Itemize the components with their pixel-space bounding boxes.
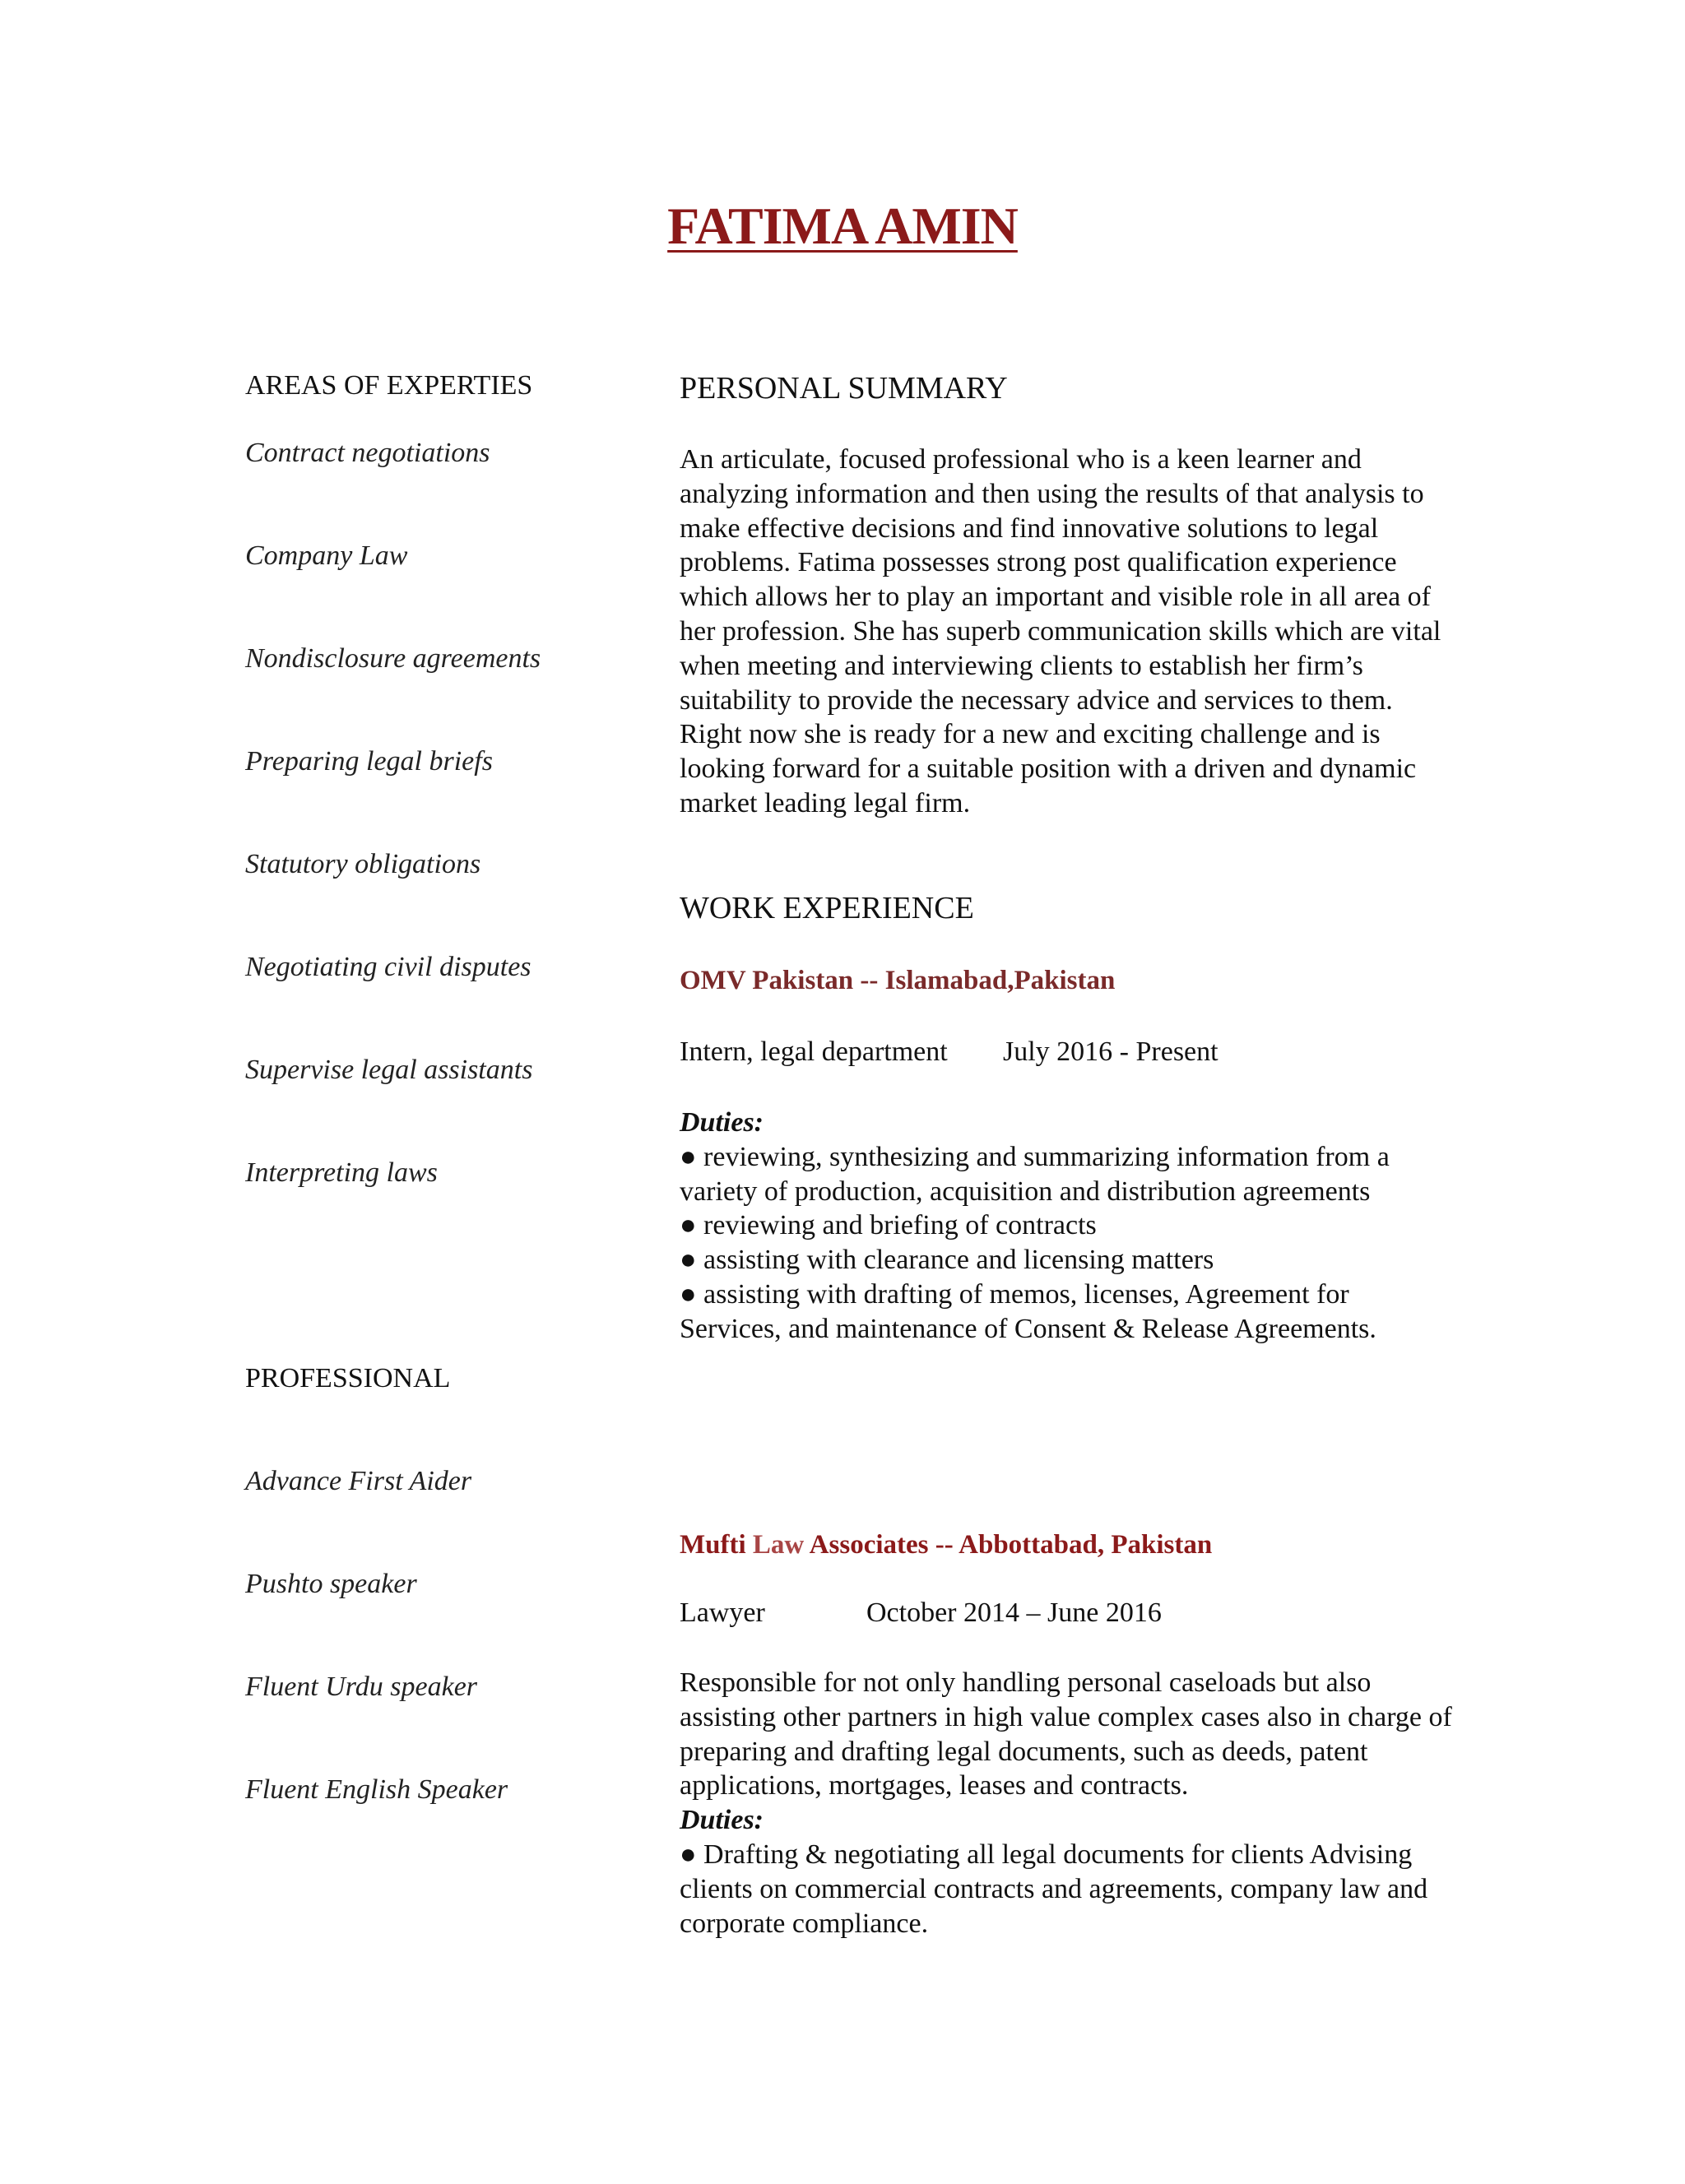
expertise-item: Supervise legal assistants — [245, 1055, 533, 1085]
duty-item: ● assisting with drafting of memos, licenses, Agreement for Services, and maintenance of Consent & Release Agreements. — [680, 1278, 1376, 1344]
expertise-item: Statutory obligations — [245, 849, 481, 879]
job-description-text: Responsible for not only handling personal caseloads but also assisting other partners in high value complex cases also in charge of preparing and drafting legal documents, such as deeds, patent applications, mortgages, leases and contracts. — [680, 1667, 1452, 1801]
job-role-line — [680, 1036, 1218, 1068]
company-name — [680, 1530, 1212, 1560]
duty-item: ● reviewing and briefing of contracts — [680, 1210, 1097, 1241]
company-name-part: Associates -- Abbottabad, Pakistan — [804, 1530, 1213, 1560]
professional-item: Fluent Urdu speaker — [245, 1672, 478, 1702]
candidate-name: FATIMA AMIN — [667, 197, 1018, 255]
personal-summary-heading: PERSONAL SUMMARY — [680, 371, 1008, 406]
professional-item: Fluent English Speaker — [245, 1774, 508, 1805]
duty-item: ● Drafting & negotiating all legal documents for clients Advising clients on commercial contracts and agreements, company law and corporate compliance. — [680, 1839, 1428, 1939]
job-dates: October 2014 – June 2016 — [866, 1597, 1162, 1628]
work-experience-heading: WORK EXPERIENCE — [680, 891, 974, 925]
professional-item: Advance First Aider — [245, 1466, 472, 1496]
job-duties — [680, 1106, 1453, 1347]
duty-item: ● assisting with clearance and licensing matters — [680, 1245, 1214, 1276]
personal-summary-text: An articulate, focused professional who is a keen learner and analyzing information and then using the results of that analysis to make effective decisions and find innovative solutions to legal problems. Fatima possesses strong post qualification experience which allows her to play an important and visible role in all area of her profession. She has superb communication skills which are vital when meeting and interviewing clients to establish her firm’s suitability to provide the necessary advice and services to them. Right now she is ready for a new and exciting challenge and is looking forward for a suitable position with a driven and dynamic market leading legal firm. — [680, 444, 1441, 818]
professional-heading: PROFESSIONAL — [245, 1363, 451, 1393]
areas-of-expertise-heading: AREAS OF EXPERTIES — [245, 370, 533, 401]
duty-item: ● reviewing, synthesizing and summarizing information from a variety of production, acquisition and distribution agreements — [680, 1141, 1390, 1207]
expertise-item: Company Law — [245, 540, 408, 571]
job-dates: July 2016 - Present — [1003, 1036, 1218, 1067]
job-role-line — [680, 1597, 1162, 1629]
professional-item: Pushto speaker — [245, 1569, 417, 1599]
duties-label: Duties: — [680, 1107, 764, 1138]
expertise-item: Nondisclosure agreements — [245, 643, 541, 674]
company-name: OMV Pakistan -- Islamabad,Pakistan — [680, 966, 1116, 995]
expertise-item: Negotiating civil disputes — [245, 952, 531, 982]
expertise-item: Interpreting laws — [245, 1157, 438, 1188]
expertise-item: Preparing legal briefs — [245, 746, 493, 777]
job-title: Lawyer — [680, 1597, 765, 1628]
job-title: Intern, legal department — [680, 1036, 948, 1067]
company-name-part: Law — [752, 1530, 805, 1560]
job-description — [680, 1666, 1453, 1941]
expertise-item: Contract negotiations — [245, 438, 490, 468]
duties-label: Duties: — [680, 1805, 764, 1836]
company-name-part: Mufti — [680, 1530, 753, 1560]
